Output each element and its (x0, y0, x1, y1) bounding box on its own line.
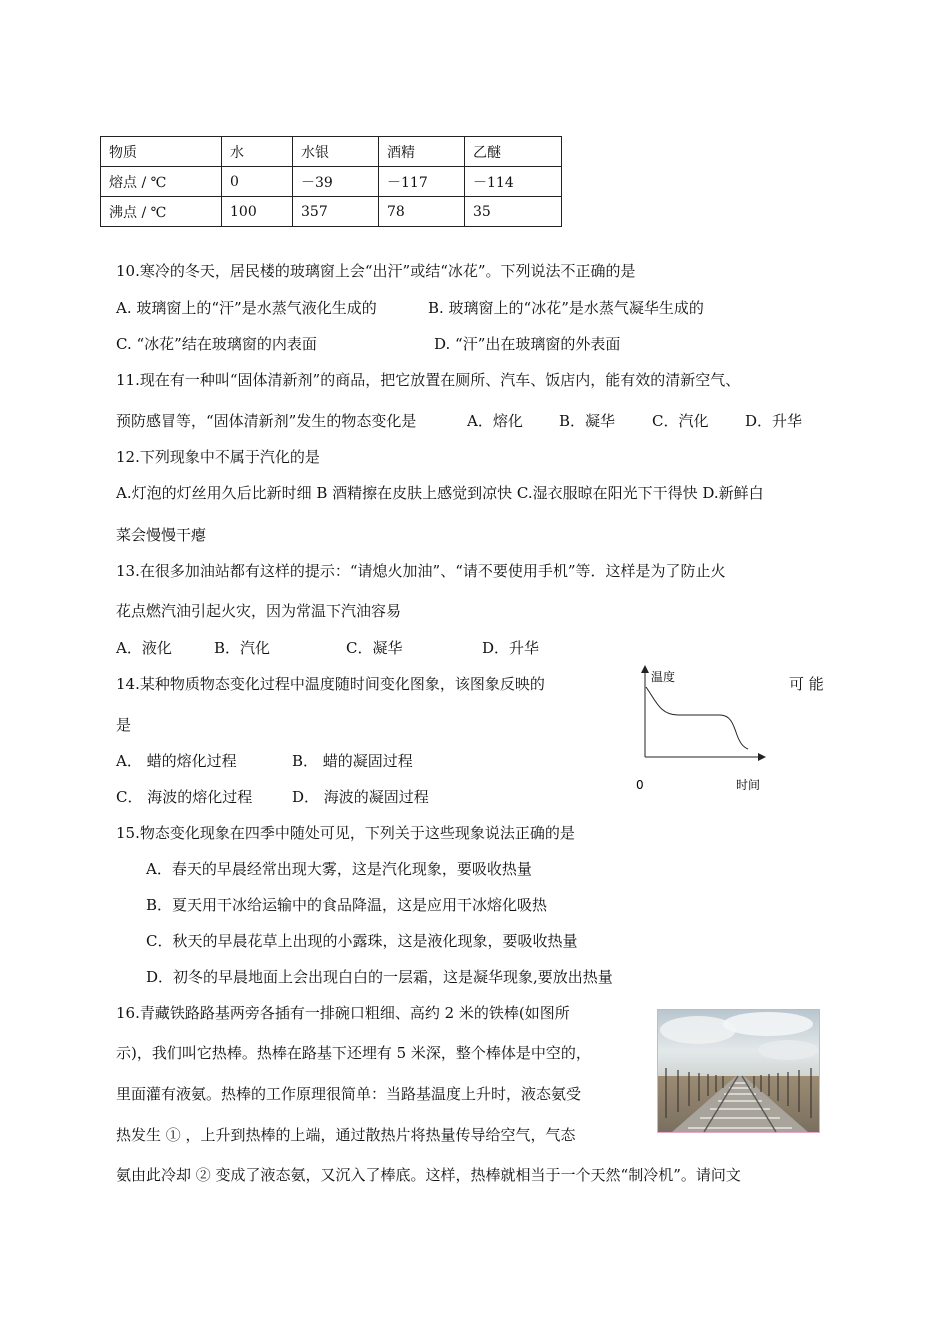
q11-option-c: C．汽化 (652, 412, 709, 430)
table-cell: －117 (379, 167, 465, 197)
q12-options-line2: 菜会慢慢干瘪 (116, 526, 207, 544)
q12-options-line1: A.灯泡的灯丝用久后比新时细 B 酒精擦在皮肤上感觉到凉快 C.湿衣服晾在阳光下干得快 D.新鲜白 (116, 484, 764, 502)
q11-stem-line2: 预防感冒等，“固体清新剂”发生的物态变化是 (116, 412, 417, 430)
q16-line2: 示)，我们叫它热棒。热棒在路基下还埋有 5 米深，整个棒体是中空的， (116, 1044, 591, 1062)
q14-option-d: D． 海波的凝固过程 (292, 788, 429, 806)
table-cell: 78 (379, 197, 465, 227)
y-axis-label: 温度 (651, 670, 676, 684)
q14-option-b: B． 蜡的凝固过程 (292, 752, 413, 770)
q10-option-c: C. “冰花”结在玻璃窗的内表面 (116, 335, 317, 353)
q10-option-d: D. “汗”出在玻璃窗的外表面 (434, 335, 621, 353)
q15-option-c: C．秋天的早晨花草上出现的小露珠，这是液化现象，要吸收热量 (146, 932, 578, 950)
q13-stem-line1: 13.在很多加油站都有这样的提示：“请熄火加油”、“请不要使用手机”等．这样是为了防止火 (116, 562, 726, 580)
origin-label: 0 (636, 778, 644, 792)
q11-stem-line1: 11.现在有一种叫“固体清新剂”的商品，把它放置在厕所、汽车、饭店内，能有效的清新空气、 (116, 371, 741, 389)
q16-line4: 热发生 ① ，上升到热棒的上端，通过散热片将热量传导给空气，气态 (116, 1126, 576, 1144)
q15-stem: 15.物态变化现象在四季中随处可见，下列关于这些现象说法正确的是 (116, 824, 575, 842)
q14-stem-tail: 可 能 (789, 675, 824, 693)
table-cell: －114 (465, 167, 562, 197)
q13-option-b: B．汽化 (214, 639, 271, 657)
table-row (101, 167, 562, 197)
table-header-row (101, 137, 562, 167)
q11-option-b: B．凝华 (559, 412, 616, 430)
q12-stem: 12.下列现象中不属于汽化的是 (116, 448, 320, 466)
q14-option-c: C． 海波的熔化过程 (116, 788, 253, 806)
q15-option-b: B．夏天用干冰给运输中的食品降温，这是应用干冰熔化吸热 (146, 896, 548, 914)
x-axis-arrow-icon (758, 753, 766, 761)
q11-option-d: D．升华 (745, 412, 803, 430)
q11-option-a: A．熔化 (467, 412, 523, 430)
table-cell: 沸点 / ℃ (101, 197, 222, 227)
q13-option-c: C．凝华 (346, 639, 403, 657)
q10-option-a: A. 玻璃窗上的“汗”是水蒸气液化生成的 (116, 299, 377, 317)
y-axis-arrow-icon (641, 665, 649, 673)
table-cell: 物质 (101, 137, 222, 167)
q15-option-d: D．初冬的早晨地面上会出现白白的一层霜，这是凝华现象,要放出热量 (146, 968, 613, 986)
table-cell: 357 (293, 197, 379, 227)
q16-line5: 氨由此冷却 ② 变成了液态氨，又沉入了棒底。这样，热棒就相当于一个天然“制冷机”。请问文 (116, 1166, 741, 1184)
railway-photo-illustration (658, 1010, 819, 1132)
table-cell: 水银 (293, 137, 379, 167)
temperature-time-graph (630, 665, 770, 800)
table-cell: 水 (222, 137, 293, 167)
table-cell: 乙醚 (465, 137, 562, 167)
q14-stem-line2: 是 (116, 716, 132, 734)
table-cell: 100 (222, 197, 293, 227)
table-cell: 熔点 / ℃ (101, 167, 222, 197)
q10-option-b: B. 玻璃窗上的“冰花”是水蒸气凝华生成的 (428, 299, 704, 317)
q13-stem-line2: 花点燃汽油引起火灾，因为常温下汽油容易 (116, 602, 402, 620)
properties-table (100, 136, 562, 227)
q14-stem-line1: 14.某种物质物态变化过程中温度随时间变化图象，该图象反映的 (116, 675, 545, 693)
railway-heat-rod-photo (657, 1009, 820, 1133)
cooling-curve (646, 687, 748, 749)
q16-line3: 里面灌有液氨。热棒的工作原理很简单：当路基温度上升时，液态氨受 (116, 1085, 582, 1103)
x-axis-label: 时间 (736, 778, 761, 792)
q14-option-a: A． 蜡的熔化过程 (116, 752, 237, 770)
table-cell: －39 (293, 167, 379, 197)
q10-stem: 10.寒冷的冬天，居民楼的玻璃窗上会“出汗”或结“冰花”。下列说法不正确的是 (116, 262, 636, 280)
table-row (101, 197, 562, 227)
q13-option-a: A．液化 (116, 639, 172, 657)
q13-option-d: D．升华 (482, 639, 540, 657)
q15-option-a: A．春天的早晨经常出现大雾，这是汽化现象，要吸收热量 (146, 860, 532, 878)
table-cell: 35 (465, 197, 562, 227)
table-cell: 酒精 (379, 137, 465, 167)
q16-line1: 16.青藏铁路路基两旁各插有一排碗口粗细、高约 2 米的铁棒(如图所 (116, 1004, 570, 1022)
table-cell: 0 (222, 167, 293, 197)
